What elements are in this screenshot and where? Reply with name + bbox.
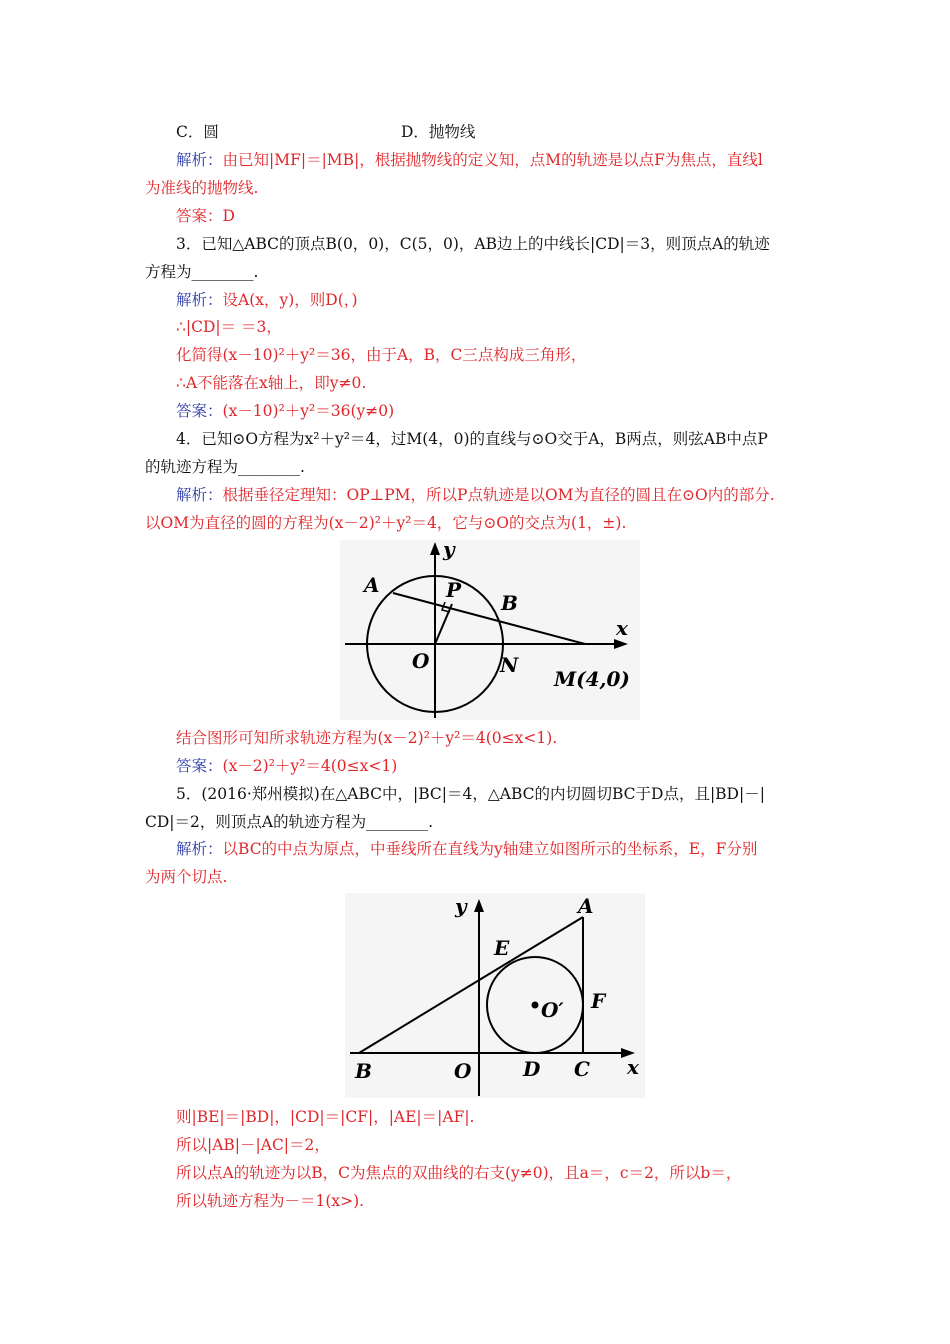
analysis-2-cont: 为准线的抛物线. xyxy=(145,179,259,197)
label-o: O xyxy=(412,649,430,673)
answer-label: 答案： xyxy=(176,402,223,420)
figure-incircle xyxy=(345,893,645,1098)
option-d: D．抛物线 xyxy=(401,123,476,141)
analysis-5: 解析：以BC的中点为原点，中垂线所在直线为y轴建立如图所示的坐标系，E，F分别 xyxy=(176,840,758,858)
analysis-3-line3: 化简得(x－10)²＋y²＝36，由于A，B，C三点构成三角形， xyxy=(176,346,587,364)
figure-circle-chord xyxy=(340,540,640,720)
analysis-5-line5: 所以点A的轨迹为以B，C为焦点的双曲线的右支(y≠0)，且a＝，c＝2，所以b＝， xyxy=(176,1164,742,1182)
label-c: C xyxy=(574,1057,590,1081)
label-n: N xyxy=(500,653,519,677)
analysis-4-line3: 结合图形可知所求轨迹方程为(x－2)²＋y²＝4(0≤x<1). xyxy=(176,729,558,747)
label-a: A xyxy=(578,894,594,918)
analysis-3: 解析：设A(x，y)，则D(，) xyxy=(176,291,358,309)
analysis-2: 解析：由已知|MF|＝|MB|，根据抛物线的定义知，点M的轨迹是以点F为焦点，直线l xyxy=(176,151,763,169)
label-b: B xyxy=(501,591,518,615)
answer-4: 答案：(x－2)²＋y²＝4(0≤x<1) xyxy=(176,757,398,775)
analysis-4-cont: 以OM为直径的圆的方程为(x－2)²＋y²＝4，它与⊙O的交点为(1，±). xyxy=(145,514,627,532)
label-m: M(4,0) xyxy=(554,667,630,691)
question-5-cont: CD|＝2，则顶点A的轨迹方程为________. xyxy=(145,813,433,831)
label-e: E xyxy=(494,936,510,960)
analysis-3-line2: ∴|CD|＝ ＝3， xyxy=(176,318,282,336)
label-x: x xyxy=(627,1055,639,1079)
label-o: O xyxy=(454,1059,472,1083)
question-5: 5．(2016·郑州模拟)在△ABC中，|BC|＝4，△ABC的内切圆切BC于D点，且|BD|－| xyxy=(176,785,765,803)
analysis-5-line4: 所以|AB|－|AC|＝2， xyxy=(176,1136,330,1154)
option-c: C．圆 xyxy=(176,123,219,141)
analysis-5-line3: 则|BE|＝|BD|，|CD|＝|CF|，|AE|＝|AF|. xyxy=(176,1108,475,1126)
answer-3: 答案：(x－10)²＋y²＝36(y≠0) xyxy=(176,402,395,420)
analysis-3-line4: ∴A不能落在x轴上，即y≠0. xyxy=(176,374,367,392)
label-b: B xyxy=(355,1059,372,1083)
label-f: F xyxy=(591,989,606,1013)
label-d: D xyxy=(523,1057,541,1081)
question-4-cont: 的轨迹方程为________. xyxy=(145,458,305,476)
question-3: 3．已知△ABC的顶点B(0，0)，C(5，0)，AB边上的中线长|CD|＝3，则顶点A的轨迹 xyxy=(176,235,770,253)
label-x: x xyxy=(616,616,628,640)
analysis-label: 解析： xyxy=(176,486,223,504)
analysis-label: 解析： xyxy=(176,840,223,858)
question-3-cont: 方程为________. xyxy=(145,263,259,281)
answer-label: 答案： xyxy=(176,757,223,775)
analysis-label: 解析： xyxy=(176,151,223,169)
question-4: 4．已知⊙O方程为x²＋y²＝4，过M(4，0)的直线与⊙O交于A，B两点，则弦AB中点P xyxy=(176,430,768,448)
analysis-label: 解析： xyxy=(176,291,223,309)
analysis-5-cont: 为两个切点. xyxy=(145,868,228,886)
answer-2: 答案：D xyxy=(176,207,235,225)
label-a: A xyxy=(364,573,380,597)
analysis-4: 解析：根据垂径定理知：OP⊥PM，所以P点轨迹是以OM为直径的圆且在⊙O内的部分. xyxy=(176,486,775,504)
analysis-5-line6: 所以轨迹方程为－＝1(x>). xyxy=(176,1192,365,1210)
label-p: P xyxy=(446,578,462,602)
label-o-prime: O′ xyxy=(541,998,564,1022)
label-y: y xyxy=(455,894,467,918)
label-y: y xyxy=(443,540,455,561)
